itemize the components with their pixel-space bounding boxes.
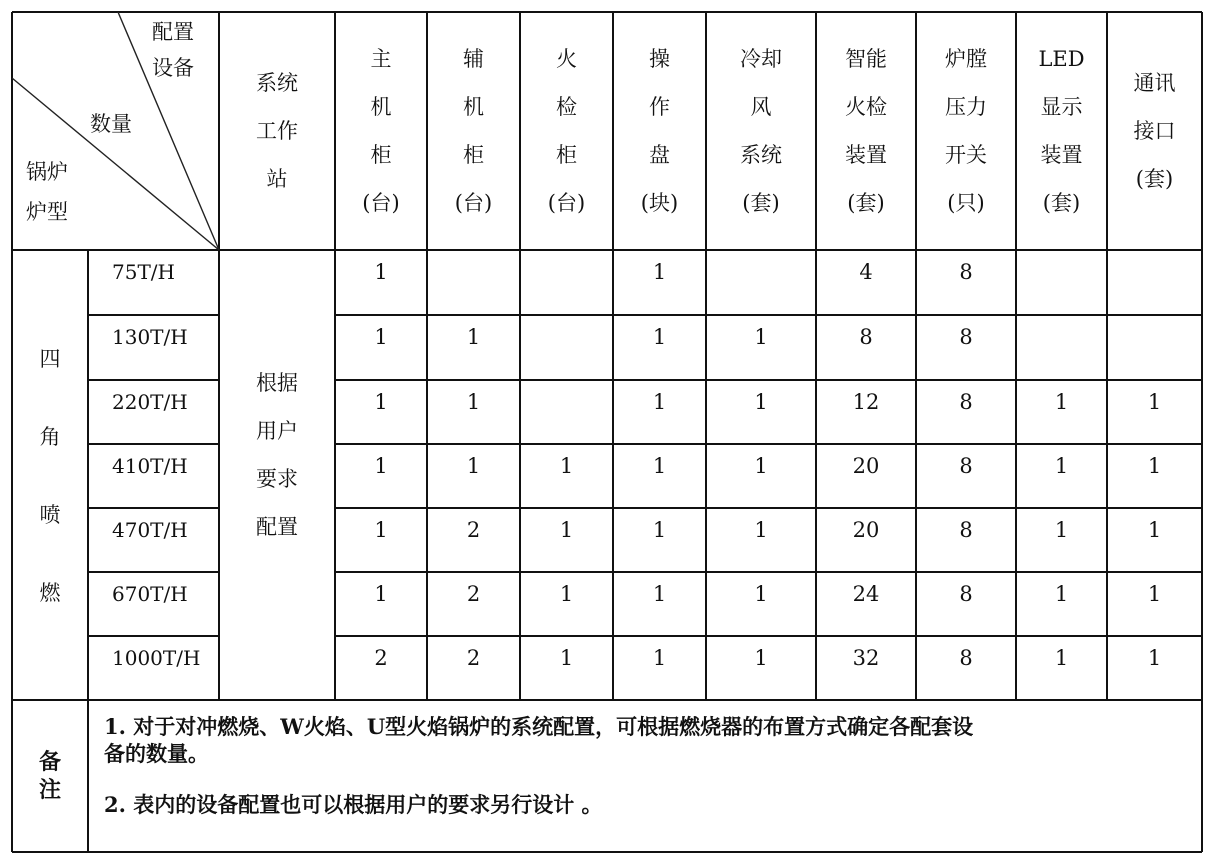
workstation-note	[219, 250, 335, 700]
cell-value: 1	[1054, 454, 1069, 478]
cell-value: 1	[652, 325, 667, 349]
table-cell	[706, 636, 816, 700]
cell-value: 8	[959, 390, 973, 414]
boiler-model	[88, 250, 219, 315]
cell-value: 1	[652, 260, 667, 284]
boiler-model	[88, 380, 219, 444]
table-cell	[520, 636, 613, 700]
remark-note: 1. 对于对冲燃烧、W火焰、U型火焰锅炉的系统配置，可根据燃烧器的布置方式确定各配套设	[104, 714, 974, 739]
table-cell	[1107, 380, 1202, 444]
workstation-note-line: 用户	[256, 419, 298, 443]
table-cell	[613, 380, 706, 444]
cell-value: 1	[466, 454, 481, 478]
cell-value: 1	[559, 646, 574, 670]
table-cell	[427, 315, 520, 380]
column-header	[916, 12, 1016, 250]
column-header	[1016, 12, 1107, 250]
table-cell	[706, 572, 816, 636]
table-cell	[1107, 315, 1202, 380]
cell-value: 2	[466, 646, 481, 670]
header-line: 柜	[463, 143, 484, 167]
cell-value: 2	[466, 518, 481, 542]
table-cell	[613, 508, 706, 572]
table-cell	[1107, 636, 1202, 700]
table-cell	[1016, 508, 1107, 572]
header-line: 炉膛	[945, 47, 987, 71]
corner-text: 锅炉	[26, 160, 68, 184]
header-line: 站	[266, 167, 288, 191]
header-line: LED	[1038, 47, 1085, 71]
cell-value: 1	[1147, 646, 1162, 670]
table-cell	[1107, 508, 1202, 572]
cell-value: 1	[559, 518, 574, 542]
boiler-model	[88, 444, 219, 508]
table-cell	[816, 250, 916, 315]
table-cell	[1016, 380, 1107, 444]
header-line: 机	[370, 95, 392, 119]
column-header	[613, 12, 706, 250]
cell-value: 1	[466, 325, 481, 349]
cell-value: 1	[754, 390, 768, 414]
boiler-model	[88, 572, 219, 636]
cell-value: 32	[852, 646, 880, 670]
table-cell	[613, 444, 706, 508]
cell-value: 1	[1147, 390, 1162, 414]
corner-text: 设备	[152, 56, 194, 80]
group-label-char: 四	[39, 347, 61, 371]
cell-value: 1	[652, 518, 667, 542]
table-cell	[706, 508, 816, 572]
header-line: 火	[556, 47, 577, 71]
header-line: 接口	[1133, 119, 1176, 143]
header-line: 开关	[945, 143, 987, 167]
header-line: 柜	[556, 143, 577, 167]
column-header	[706, 12, 816, 250]
cell-value: 1	[374, 260, 388, 284]
table-cell	[335, 444, 427, 508]
cell-value: 8	[959, 582, 973, 606]
header-line: 装置	[1040, 143, 1083, 167]
cell-value: 24	[852, 582, 880, 606]
header-line: 压力	[945, 95, 987, 119]
table-cell	[1016, 315, 1107, 380]
boiler-model-text: 130T/H	[112, 325, 188, 349]
table-cell	[916, 508, 1016, 572]
table-cell	[816, 380, 916, 444]
cell-value: 1	[754, 646, 768, 670]
boiler-model-text: 410T/H	[112, 454, 188, 478]
cell-value: 1	[1054, 518, 1069, 542]
cell-value: 2	[466, 582, 481, 606]
table-cell	[427, 508, 520, 572]
cell-value: 1	[466, 390, 481, 414]
cell-value: 1	[754, 518, 768, 542]
cell-value: 1	[652, 454, 667, 478]
boiler-model	[88, 636, 219, 700]
workstation-note-line: 要求	[256, 467, 298, 491]
table-cell	[816, 444, 916, 508]
header-line: 盘	[649, 143, 670, 167]
table-cell	[520, 380, 613, 444]
cell-value: 8	[959, 325, 973, 349]
table-cell	[916, 572, 1016, 636]
column-header	[427, 12, 520, 250]
group-label	[12, 250, 88, 700]
header-line: 系统	[256, 71, 298, 95]
cell-value: 1	[652, 646, 667, 670]
group-label-char: 喷	[39, 503, 61, 527]
cell-value: 1	[652, 390, 667, 414]
header-line: 显示	[1040, 95, 1083, 119]
cell-value: 1	[1147, 454, 1162, 478]
remarks-title-char: 注	[38, 777, 61, 803]
table-cell	[816, 508, 916, 572]
header-line: 作	[649, 95, 670, 119]
header-line: 冷却	[740, 47, 782, 71]
group-label-char: 角	[39, 425, 61, 449]
header-line: 装置	[845, 143, 887, 167]
remark-note: 2. 表内的设备配置也可以根据用户的要求另行设计 。	[104, 792, 603, 817]
boiler-model-text: 75T/H	[112, 260, 175, 284]
table-cell	[520, 444, 613, 508]
header-line: 辅	[463, 47, 484, 71]
remark-note: 备的数量。	[104, 741, 209, 766]
table-cell	[916, 636, 1016, 700]
group-label-char: 燃	[39, 581, 61, 605]
table-cell	[613, 636, 706, 700]
table-cell	[706, 444, 816, 508]
table-cell	[1016, 572, 1107, 636]
remarks-title-char: 备	[38, 749, 61, 775]
header-line: 通讯	[1133, 71, 1176, 95]
table-cell	[1107, 444, 1202, 508]
header-line: 工作	[256, 119, 298, 143]
table-cell	[1016, 444, 1107, 508]
cell-value: 1	[1147, 582, 1162, 606]
table-cell	[1107, 572, 1202, 636]
corner-quantity-label	[90, 106, 132, 142]
cell-value: 4	[859, 260, 873, 284]
table-cell	[335, 572, 427, 636]
corner-boiler-label	[26, 152, 68, 232]
cell-value: 2	[374, 646, 388, 670]
cell-value: 1	[559, 582, 574, 606]
header-line: (只)	[947, 191, 985, 215]
boiler-model-text: 670T/H	[112, 582, 188, 606]
cell-value: 1	[1147, 518, 1162, 542]
cell-value: 1	[1054, 646, 1069, 670]
table-cell	[613, 572, 706, 636]
boiler-model	[88, 508, 219, 572]
cell-value: 1	[652, 582, 667, 606]
table-cell	[816, 636, 916, 700]
table-cell	[520, 572, 613, 636]
table-cell	[335, 380, 427, 444]
cell-value: 1	[754, 582, 768, 606]
cell-value: 1	[754, 325, 768, 349]
corner-equipment-label	[152, 14, 194, 86]
header-line: (台)	[454, 191, 493, 215]
cell-value: 1	[374, 518, 388, 542]
boiler-model-text: 220T/H	[112, 390, 188, 414]
table-cell	[613, 315, 706, 380]
table-cell	[916, 315, 1016, 380]
table-cell	[335, 508, 427, 572]
corner-text: 炉型	[26, 200, 68, 224]
cell-value: 8	[859, 325, 873, 349]
table-cell	[816, 315, 916, 380]
cell-value: 1	[374, 582, 388, 606]
table-cell	[520, 315, 613, 380]
table-cell	[916, 250, 1016, 315]
table-cell	[706, 250, 816, 315]
header-line: 柜	[370, 143, 392, 167]
cell-value: 8	[959, 646, 973, 670]
cell-value: 1	[374, 454, 388, 478]
column-header	[520, 12, 613, 250]
cell-value: 1	[559, 454, 574, 478]
table-cell	[816, 572, 916, 636]
cell-value: 20	[852, 454, 880, 478]
table-cell	[427, 250, 520, 315]
column-header	[1107, 12, 1202, 250]
table-cell	[706, 315, 816, 380]
header-line: 火检	[845, 95, 887, 119]
table-cell	[706, 380, 816, 444]
boiler-model-text: 470T/H	[112, 518, 188, 542]
remarks-title	[12, 700, 88, 852]
table-cell	[520, 508, 613, 572]
cell-value: 1	[1054, 582, 1069, 606]
table-cell	[916, 380, 1016, 444]
workstation-note-line: 配置	[256, 515, 298, 539]
cell-value: 8	[959, 518, 973, 542]
header-line: (套)	[847, 191, 885, 215]
header-line: 检	[556, 95, 577, 119]
cell-value: 1	[1054, 390, 1069, 414]
column-header	[335, 12, 427, 250]
table-cell	[335, 315, 427, 380]
header-line: (台)	[547, 191, 586, 215]
cell-value: 20	[852, 518, 880, 542]
table-cell	[335, 250, 427, 315]
header-line: 操	[649, 47, 670, 71]
corner-text: 数量	[90, 112, 132, 136]
corner-text: 配置	[152, 20, 194, 44]
column-header	[219, 12, 335, 250]
workstation-note-line: 根据	[256, 371, 298, 395]
table-cell	[1016, 636, 1107, 700]
cell-value: 12	[852, 390, 880, 414]
header-line: 智能	[845, 47, 887, 71]
table-cell	[520, 250, 613, 315]
header-line: 系统	[740, 143, 782, 167]
cell-value: 1	[754, 454, 768, 478]
table-cell	[1016, 250, 1107, 315]
header-line: (套)	[1135, 167, 1174, 191]
cell-value: 1	[374, 325, 388, 349]
header-line: 主	[370, 47, 392, 71]
boiler-model-text: 1000T/H	[112, 646, 201, 670]
header-line: 风	[750, 95, 772, 119]
header-line: (台)	[362, 191, 400, 215]
table-cell	[427, 444, 520, 508]
table-cell	[427, 572, 520, 636]
column-header	[816, 12, 916, 250]
table-cell	[427, 636, 520, 700]
header-line: (套)	[1042, 191, 1081, 215]
cell-value: 8	[959, 454, 973, 478]
table-cell	[1107, 250, 1202, 315]
boiler-model	[88, 315, 219, 380]
header-line: (块)	[640, 191, 679, 215]
table-cell	[335, 636, 427, 700]
table-cell	[916, 444, 1016, 508]
header-line: 机	[463, 95, 484, 119]
cell-value: 8	[959, 260, 973, 284]
table-cell	[613, 250, 706, 315]
header-line: (套)	[742, 191, 780, 215]
cell-value: 1	[374, 390, 388, 414]
table-cell	[427, 380, 520, 444]
